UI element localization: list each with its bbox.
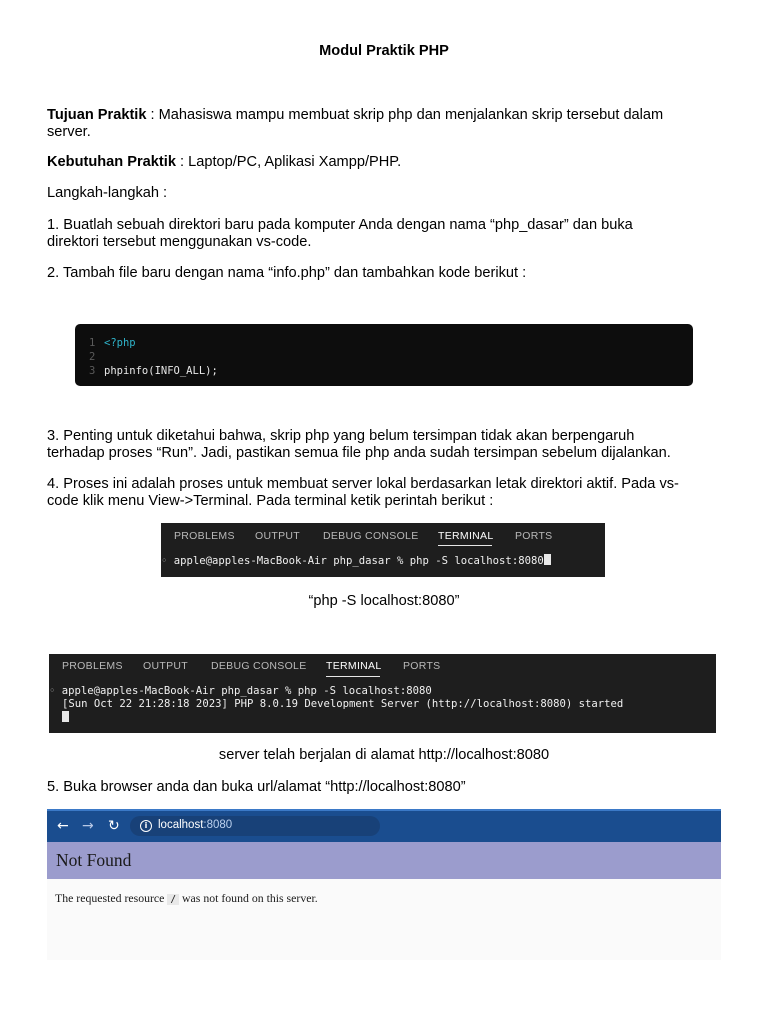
code-text: <?php (104, 337, 136, 349)
reload-icon[interactable]: ↻ (108, 818, 120, 834)
code-text: phpinfo(INFO_ALL); (104, 365, 218, 377)
caption-command: “php -S localhost:8080” (308, 593, 460, 609)
caption-server: server telah berjalan di alamat http://localhost:8080 (218, 747, 550, 763)
terminal-panel-output (49, 654, 716, 733)
kebutuhan-label: Kebutuhan Praktik (47, 154, 176, 170)
message-before: The requested resource (55, 891, 168, 905)
tab-terminal[interactable]: TERMINAL (326, 660, 382, 672)
code-block (75, 324, 693, 386)
tab-debug-console[interactable]: DEBUG CONSOLE (323, 530, 419, 542)
not-found-heading: Not Found (56, 850, 132, 870)
url-host: localhost (158, 819, 204, 831)
browser-window (47, 809, 721, 960)
tab-terminal[interactable]: TERMINAL (438, 530, 494, 542)
step-4-line-1: 4. Proses ini adalah proses untuk membuat server lokal berdasarkan letak direktori aktif. Pada vs- (47, 476, 679, 492)
prompt-dot-icon: ◦ (49, 685, 56, 697)
tab-problems[interactable]: PROBLEMS (62, 660, 123, 672)
tujuan-paragraph (47, 107, 727, 140)
step-1 (47, 217, 727, 250)
step-2: 2. Tambah file baru dengan nama “info.php” dan tambahkan kode berikut : (47, 265, 527, 281)
step-4-line-2: code klik menu View->Terminal. Pada terminal ketik perintah berikut : (47, 492, 494, 509)
tab-problems[interactable]: PROBLEMS (174, 530, 235, 542)
message-after: was not found on this server. (179, 891, 318, 905)
address-bar[interactable] (130, 816, 380, 836)
line-number: 2 (89, 351, 96, 363)
kebutuhan-paragraph (47, 154, 727, 171)
not-found-banner (47, 842, 721, 879)
active-tab-indicator (438, 545, 492, 546)
terminal-tabs (49, 654, 716, 682)
terminal-line (49, 685, 432, 697)
step-1-line-1: 1. Buatlah sebuah direktori baru pada komputer Anda dengan nama “php_dasar” dan buka (47, 217, 633, 233)
not-found-message (55, 891, 318, 906)
tujuan-text: : Mahasiswa mampu membuat skrip php dan menjalankan skrip tersebut dalam (146, 107, 664, 123)
tujuan-label: Tujuan Praktik (47, 107, 147, 123)
active-tab-indicator (326, 676, 380, 677)
step-4 (47, 476, 727, 509)
tab-output[interactable]: OUTPUT (255, 530, 300, 542)
page-title: Modul Praktik PHP (319, 43, 449, 59)
info-icon[interactable]: i (140, 820, 152, 832)
terminal-output: [Sun Oct 22 21:28:18 2023] PHP 8.0.19 Development Server (http://localhost:8080) started (62, 698, 624, 710)
forward-arrow-icon[interactable]: → (82, 818, 94, 834)
kebutuhan-text: : Laptop/PC, Aplikasi Xampp/PHP. (175, 154, 402, 170)
code-line (89, 364, 218, 378)
terminal-line (62, 711, 69, 724)
prompt-dot-icon: ◦ (161, 555, 168, 567)
line-number: 3 (89, 365, 96, 377)
terminal-cursor (62, 711, 69, 722)
browser-toolbar (47, 809, 721, 842)
message-path: / (167, 894, 179, 905)
step-5: 5. Buka browser anda dan buka url/alamat “http://localhost:8080” (47, 779, 466, 795)
tab-output[interactable]: OUTPUT (143, 660, 188, 672)
tab-debug-console[interactable]: DEBUG CONSOLE (211, 660, 307, 672)
terminal-tabs (161, 523, 605, 551)
step-3-line-2: terhadap proses “Run”. Jadi, pastikan semua file php anda sudah tersimpan sebelum dijalankan. (47, 444, 671, 461)
terminal-panel (161, 523, 605, 577)
line-number: 1 (89, 337, 96, 349)
terminal-line (161, 554, 551, 567)
tab-ports[interactable]: PORTS (515, 530, 553, 542)
step-3 (47, 428, 727, 461)
langkah-heading: Langkah-langkah : (47, 185, 168, 201)
code-line (89, 350, 104, 364)
code-line (89, 336, 136, 350)
url-text (158, 819, 232, 831)
step-1-line-2: direktori tersebut menggunakan vs-code. (47, 233, 312, 250)
step-3-line-1: 3. Penting untuk diketahui bahwa, skrip php yang belum tersimpan tidak akan berpengaruh (47, 428, 635, 444)
terminal-command: apple@apples-MacBook-Air php_dasar % php -S localhost:8080 (173, 555, 544, 567)
tujuan-text-cont: server. (47, 123, 91, 140)
back-arrow-icon[interactable]: ← (57, 818, 69, 834)
terminal-cursor (544, 554, 551, 565)
terminal-command: apple@apples-MacBook-Air php_dasar % php -S localhost:8080 (61, 685, 432, 697)
url-port: :8080 (203, 819, 233, 831)
tab-ports[interactable]: PORTS (403, 660, 441, 672)
